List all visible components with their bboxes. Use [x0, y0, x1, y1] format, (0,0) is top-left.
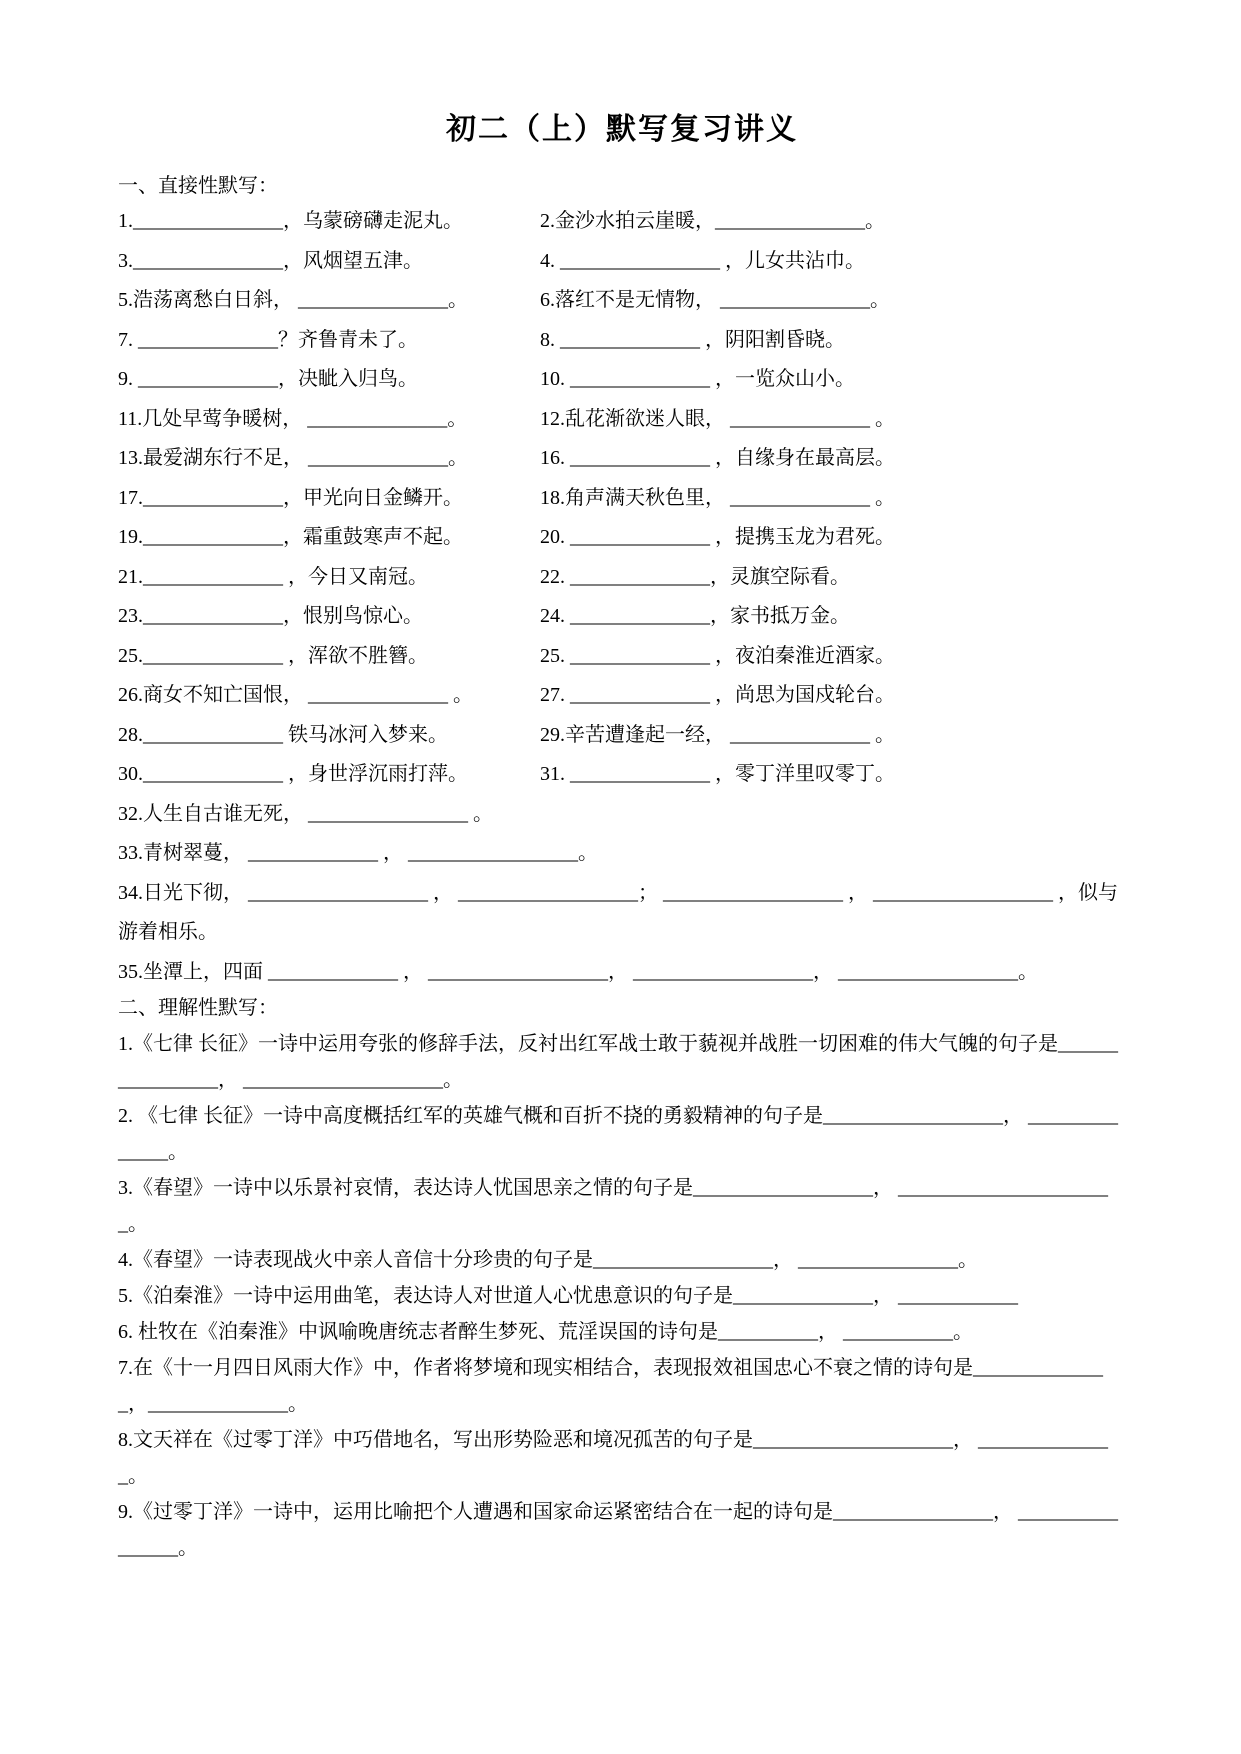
dictation-item: 21.______________ ，今日又南冠。	[118, 565, 428, 588]
dictation-item-full: 35.坐潭上，四面 _____________ ， __________________， __________________， __________________。	[118, 960, 1038, 983]
dictation-row	[118, 202, 1126, 242]
dictation-item: 27. ______________ ，尚思为国戍轮台。	[540, 684, 895, 706]
dictation-item: 19.______________，霜重鼓寒声不起。	[118, 526, 463, 548]
page-content	[118, 110, 1126, 1566]
dictation-row	[118, 242, 1126, 282]
dictation-item: 2.金沙水拍云崖暖，_______________。	[540, 210, 885, 232]
dictation-item: 30.______________ ，身世浮沉雨打萍。	[118, 763, 468, 785]
dictation-row	[118, 755, 1126, 795]
dictation-item: 28.______________ 铁马冰河入梦来。	[118, 723, 448, 746]
comprehension-item: 5.《泊秦淮》一诗中运用曲笔，表达诗人对世道人心忧患意识的句子是______________， ____________	[118, 1285, 1018, 1307]
dictation-item: 1._______________，乌蒙磅礴走泥丸。	[118, 210, 463, 232]
dictation-row	[118, 597, 1126, 637]
dictation-item: 18.角声满天秋色里， ______________ 。	[540, 486, 895, 509]
dictation-row	[118, 360, 1126, 400]
dictation-item-full: 32.人生自古谁无死， ________________ 。	[118, 802, 493, 825]
dictation-item: 25.______________ ，浑欲不胜簪。	[118, 644, 428, 667]
dictation-item: 25. ______________ ，夜泊秦淮近酒家。	[540, 644, 895, 667]
comprehension-item: 9.《过零丁洋》一诗中，运用比喻把个人遭遇和国家命运紧密结合在一起的诗句是________________， ________________。	[118, 1501, 1118, 1559]
dictation-row	[118, 479, 1126, 519]
section1-two-column-rows	[118, 202, 1126, 795]
dictation-item: 23.______________，恨别鸟惊心。	[118, 605, 423, 627]
dictation-row	[118, 637, 1126, 677]
dictation-row	[118, 321, 1126, 361]
comprehension-item: 2. 《七律 长征》一诗中高度概括红军的英雄气概和百折不挠的勇毅精神的句子是__________________， ______________。	[118, 1105, 1118, 1163]
section2-heading: 二、理解性默写：	[118, 997, 278, 1019]
dictation-item: 8. ______________ ，阴阳割昏晓。	[540, 328, 845, 351]
dictation-item: 22. ______________，灵旗空际看。	[540, 565, 850, 588]
dictation-row	[118, 518, 1126, 558]
dictation-item: 3._______________，风烟望五津。	[118, 249, 423, 272]
dictation-item-full: 34.日光下彻， __________________ ， __________________； __________________ ， __________________ ，似与游着相乐。	[118, 881, 1118, 943]
section1-heading: 一、直接性默写：	[118, 175, 278, 197]
dictation-item: 20. ______________ ，提携玉龙为君死。	[540, 526, 895, 548]
comprehension-item: 8.文天祥在《过零丁洋》中巧借地名，写出形势险恶和境况孤苦的句子是____________________， ______________。	[118, 1429, 1108, 1487]
dictation-item: 4. ________________ ，儿女共沾巾。	[540, 249, 865, 272]
dictation-item: 7. ______________？齐鲁青未了。	[118, 328, 418, 351]
dictation-row	[118, 281, 1126, 321]
dictation-item: 9. ______________，决眦入归鸟。	[118, 368, 418, 390]
dictation-item: 29.辛苦遭逢起一经， ______________ 。	[540, 723, 895, 746]
dictation-item: 16. ______________ ，自缘身在最高层。	[540, 447, 895, 469]
dictation-item-full: 33.青树翠蔓， _____________ ， _________________。	[118, 842, 598, 864]
dictation-item: 24. ______________，家书抵万金。	[540, 605, 850, 627]
dictation-item: 6.落红不是无情物， _______________。	[540, 289, 890, 311]
dictation-row	[118, 558, 1126, 598]
dictation-item: 31. ______________ ，零丁洋里叹零丁。	[540, 763, 895, 785]
dictation-row	[118, 676, 1126, 716]
dictation-item: 10. ______________ ，一览众山小。	[540, 368, 855, 390]
dictation-item: 11.几处早莺争暖树， ______________。	[118, 407, 468, 430]
dictation-item: 13.最爱湖东行不足， ______________。	[118, 447, 468, 469]
comprehension-item: 7.在《十一月四日风雨大作》中，作者将梦境和现实相结合，表现报效祖国忠心不衰之情的诗句是______________，______________。	[118, 1357, 1103, 1415]
comprehension-item: 1.《七律 长征》一诗中运用夸张的修辞手法，反衬出红军战士敢于藐视并战胜一切困难的伟大气魄的句子是________________， ____________________。	[118, 1033, 1118, 1091]
dictation-item: 26.商女不知亡国恨， ______________ 。	[118, 684, 473, 706]
comprehension-item: 4.《春望》一诗表现战火中亲人音信十分珍贵的句子是__________________， ________________。	[118, 1249, 978, 1271]
page-title: 初二（上）默写复习讲义	[446, 112, 798, 147]
dictation-item: 17.______________，甲光向日金鳞开。	[118, 486, 463, 509]
dictation-row	[118, 439, 1126, 479]
section2-items	[118, 1026, 1126, 1566]
dictation-row	[118, 716, 1126, 756]
dictation-row	[118, 400, 1126, 440]
section1-full-width-items	[118, 795, 1126, 993]
comprehension-item: 3.《春望》一诗中以乐景衬哀情，表达诗人忧国思亲之情的句子是__________________， ______________________。	[118, 1177, 1108, 1235]
dictation-item: 5.浩荡离愁白日斜， _______________。	[118, 289, 468, 311]
comprehension-item: 6. 杜牧在《泊秦淮》中讽喻晚唐统志者醉生梦死、荒淫误国的诗句是__________， ___________。	[118, 1321, 973, 1343]
dictation-item: 12.乱花渐欲迷人眼， ______________ 。	[540, 407, 895, 430]
